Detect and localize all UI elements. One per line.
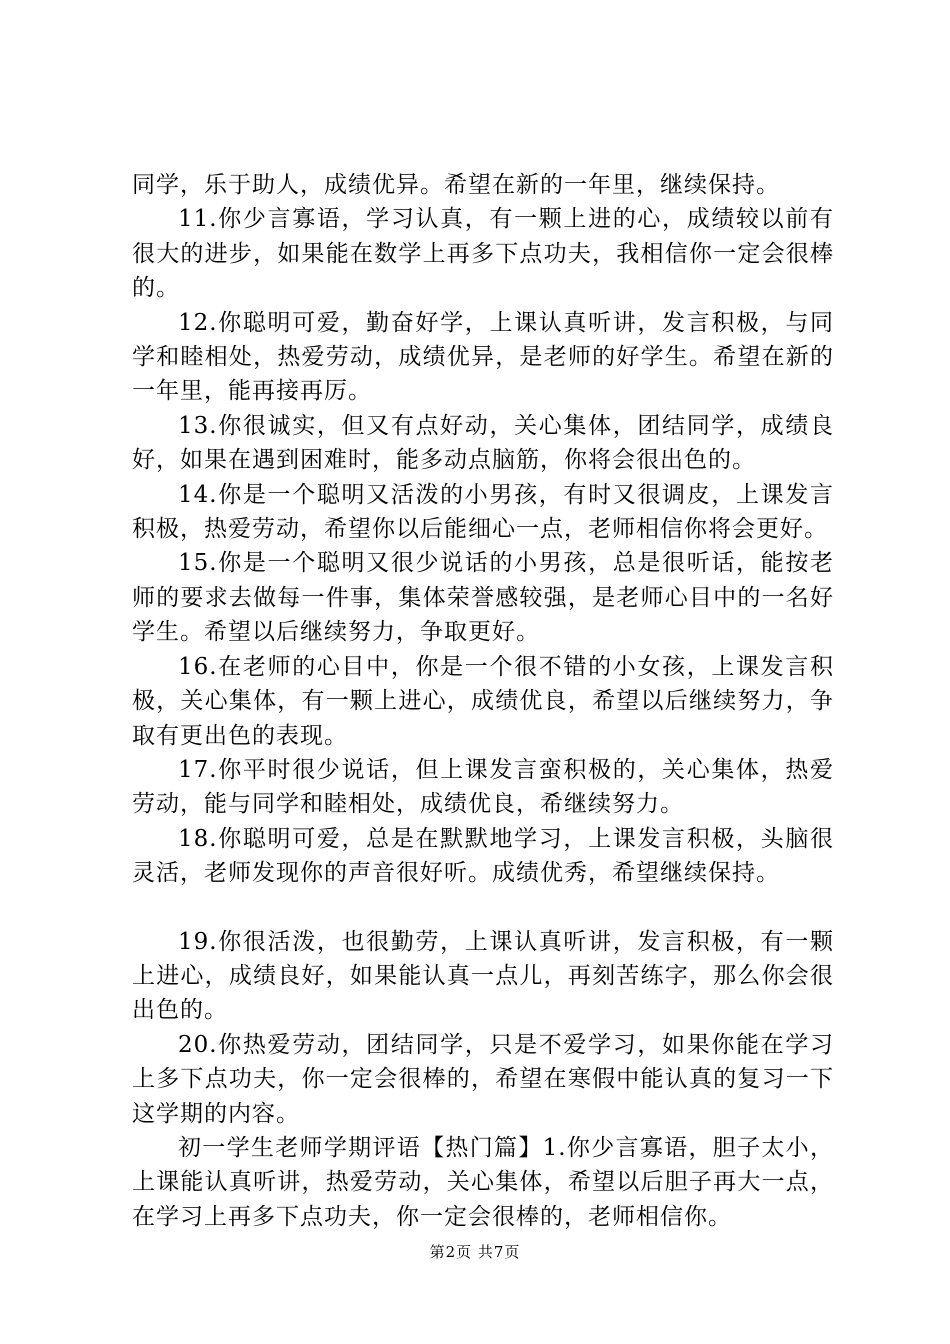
- paragraph-12: 12.你聪明可爱，勤奋好学，上课认真听讲，发言积极，与同学和睦相处，热爱劳动，成绩优异，是老师的好学生。希望在新的一年里，能再接再厉。: [132, 309, 834, 405]
- paragraph-16: 16.在老师的心目中，你是一个很不错的小女孩，上课发言积极，关心集体，有一颗上进心，成绩优良，希望以后继续努力，争取有更出色的表现。: [132, 653, 834, 749]
- paragraph-11: 11.你少言寡语，学习认真，有一颗上进的心，成绩较以前有很大的进步，如果能在数学上再多下点功夫，我相信你一定会很棒的。: [132, 206, 834, 302]
- page-footer: [0, 1242, 950, 1262]
- paragraph-15: 15.你是一个聪明又很少说话的小男孩，总是很听话，能按老师的要求去做每一件事，集体荣誉感较强，是老师心目中的一名好学生。希望以后继续努力，争取更好。: [132, 550, 834, 646]
- paragraph-continuation: 同学，乐于助人，成绩优异。希望在新的一年里，继续保持。: [132, 172, 780, 198]
- paragraph-section-heading: 初一学生老师学期评语【热门篇】1.你少言寡语，胆子太小，上课能认真听讲，热爱劳动，关心集体，希望以后胆子再大一点，在学习上再多下点功夫，你一定会很棒的，老师相信你。: [132, 1134, 834, 1230]
- paragraph-13: 13.你很诚实，但又有点好动，关心集体，团结同学，成绩良好，如果在遇到困难时，能多动点脑筋，你将会很出色的。: [132, 412, 834, 474]
- paragraph-20: 20.你热爱劳动，团结同学，只是不爱学习，如果你能在学习上多下点功夫，你一定会很棒的，希望在寒假中能认真的复习一下这学期的内容。: [132, 1031, 834, 1127]
- paragraph-17: 17.你平时很少说话，但上课发言蛮积极的，关心集体，热爱劳动，能与同学和睦相处，成绩优良，希继续努力。: [132, 756, 834, 818]
- paragraph-19: 19.你很活泼，也很勤劳，上课认真听讲，发言积极，有一颗上进心，成绩良好，如果能认真一点儿，再刻苦练字，那么你会很出色的。: [132, 928, 834, 1024]
- document-body: [132, 168, 834, 1234]
- page-number-label: 第2页 共7页: [429, 1243, 521, 1261]
- paragraph-14: 14.你是一个聪明又活泼的小男孩，有时又很调皮，上课发言积极，热爱劳动，希望你以后能细心一点，老师相信你将会更好。: [132, 481, 834, 543]
- paragraph-18: 18.你聪明可爱，总是在默默地学习，上课发言积极，头脑很灵活，老师发现你的声音很好听。成绩优秀，希望继续保持。: [132, 825, 834, 887]
